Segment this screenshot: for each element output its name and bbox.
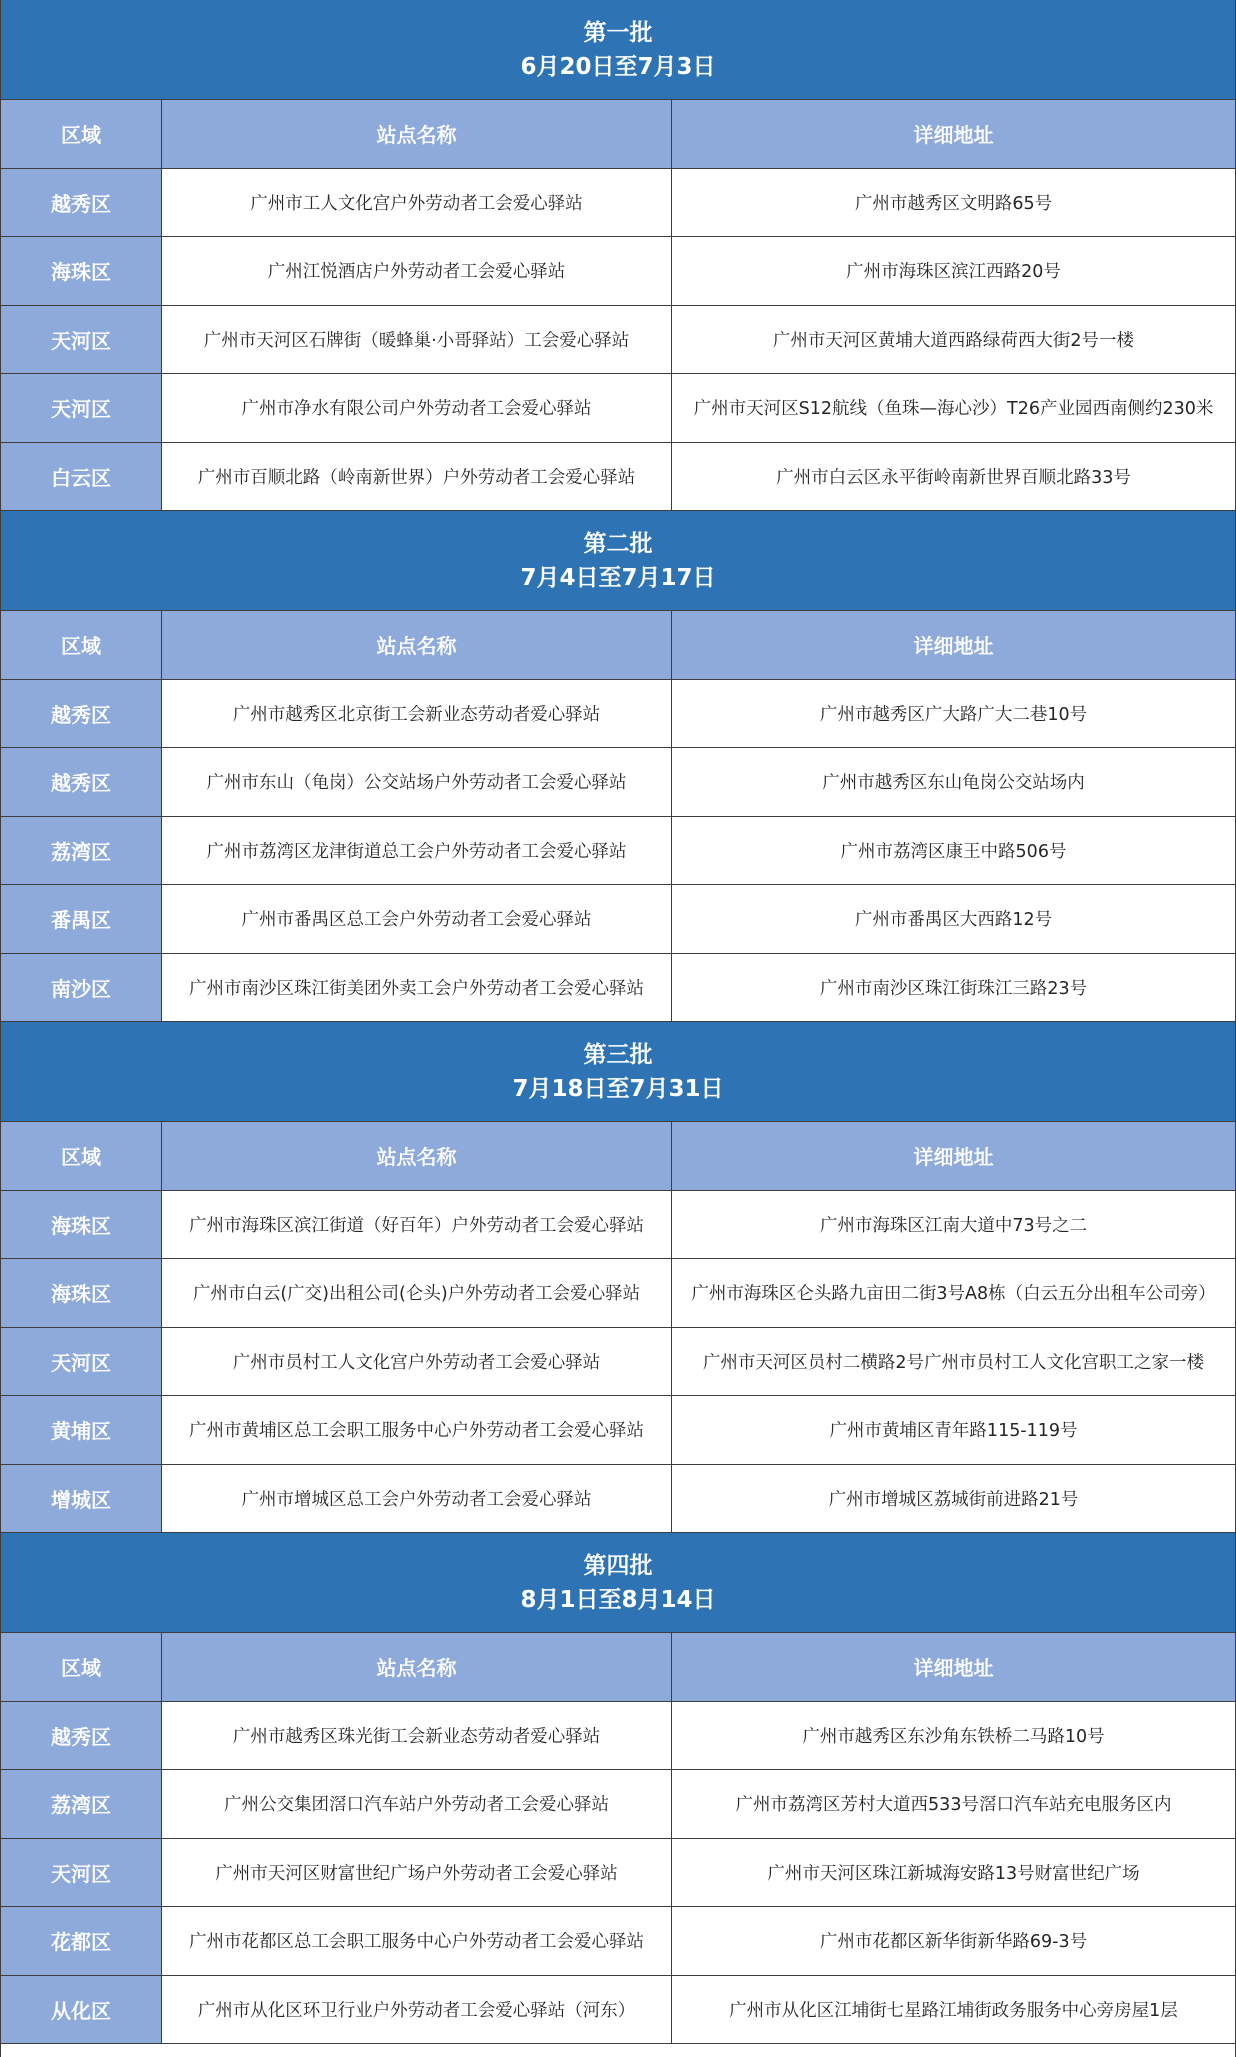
district-cell: 海珠区 [1,1191,162,1259]
station-name-cell: 广州市天河区石牌街（暖蜂巢·小哥驿站）工会爱心驿站 [162,306,672,374]
address-cell: 广州市越秀区东沙角东铁桥二马路10号 [672,1702,1235,1770]
district-cell: 越秀区 [1,1702,162,1770]
district-cell: 增城区 [1,1465,162,1533]
batch-header [1,1022,1235,1122]
batch-title: 第四批 [583,1552,653,1579]
station-name-cell: 广州市海珠区滨江街道（好百年）户外劳动者工会爱心驿站 [162,1191,672,1259]
batch-period: 7月4日至7月17日 [520,564,716,591]
address-cell: 广州市天河区珠江新城海安路13号财富世纪广场 [672,1839,1235,1907]
table-row [1,1465,1235,1534]
column-header-station: 站点名称 [162,1122,672,1190]
column-header-district: 区域 [1,1122,162,1190]
address-cell: 广州市增城区荔城街前进路21号 [672,1465,1235,1533]
column-header-row [1,611,1235,680]
column-header-address: 详细地址 [672,1633,1235,1701]
district-cell: 黄埔区 [1,1396,162,1464]
column-header-district: 区域 [1,1633,162,1701]
batch-period: 7月18日至7月31日 [512,1075,724,1102]
address-cell: 广州市天河区员村二横路2号广州市员村工人文化宫职工之家一楼 [672,1328,1235,1396]
address-cell: 广州市海珠区江南大道中73号之二 [672,1191,1235,1259]
column-header-station: 站点名称 [162,611,672,679]
table-row [1,237,1235,306]
address-cell: 广州市荔湾区康王中路506号 [672,817,1235,885]
address-cell: 广州市南沙区珠江街珠江三路23号 [672,954,1235,1022]
address-cell: 广州市黄埔区青年路115-119号 [672,1396,1235,1464]
batch-header [1,1533,1235,1633]
batch-2 [1,511,1235,1022]
batch-header [1,511,1235,611]
station-name-cell: 广州市白云(广交)出租公司(仑头)户外劳动者工会爱心驿站 [162,1259,672,1327]
column-header-station: 站点名称 [162,1633,672,1701]
table-row [1,1259,1235,1328]
station-name-cell: 广州市花都区总工会职工服务中心户外劳动者工会爱心驿站 [162,1907,672,1975]
station-name-cell: 广州市从化区环卫行业户外劳动者工会爱心驿站（河东） [162,1976,672,2044]
batch-period: 8月1日至8月14日 [520,1586,716,1613]
district-cell: 荔湾区 [1,817,162,885]
batch-title: 第三批 [583,1041,653,1068]
column-header-row [1,1633,1235,1702]
column-header-district: 区域 [1,611,162,679]
station-name-cell: 广州市越秀区珠光街工会新业态劳动者爱心驿站 [162,1702,672,1770]
address-cell: 广州市海珠区滨江西路20号 [672,237,1235,305]
table-row [1,374,1235,443]
table-row [1,169,1235,238]
district-cell: 从化区 [1,1976,162,2044]
address-cell: 广州市海珠区仑头路九亩田二街3号A8栋（白云五分出租车公司旁） [672,1259,1235,1327]
table-row [1,306,1235,375]
table-row [1,954,1235,1023]
table-row [1,1770,1235,1839]
station-name-cell: 广州市南沙区珠江街美团外卖工会户外劳动者工会爱心驿站 [162,954,672,1022]
address-cell: 广州市白云区永平街岭南新世界百顺北路33号 [672,443,1235,511]
table-row [1,1191,1235,1260]
district-cell: 南沙区 [1,954,162,1022]
address-cell: 广州市越秀区广大路广大二巷10号 [672,680,1235,748]
station-name-cell: 广州市工人文化宫户外劳动者工会爱心驿站 [162,169,672,237]
district-cell: 番禺区 [1,885,162,953]
table-row [1,1328,1235,1397]
address-cell: 广州市花都区新华街新华路69-3号 [672,1907,1235,1975]
table-row [1,1396,1235,1465]
district-cell: 天河区 [1,374,162,442]
address-cell: 广州市越秀区文明路65号 [672,169,1235,237]
district-cell: 海珠区 [1,237,162,305]
district-cell: 海珠区 [1,1259,162,1327]
district-cell: 白云区 [1,443,162,511]
table-row [1,1976,1235,2045]
address-cell: 广州市荔湾区芳村大道西533号滘口汽车站充电服务区内 [672,1770,1235,1838]
batch-4 [1,1533,1235,2044]
station-name-cell: 广州市黄埔区总工会职工服务中心户外劳动者工会爱心驿站 [162,1396,672,1464]
station-name-cell: 广州市百顺北路（岭南新世界）户外劳动者工会爱心驿站 [162,443,672,511]
address-cell: 广州市从化区江埔街七星路江埔街政务服务中心旁房屋1层 [672,1976,1235,2044]
address-cell: 广州市越秀区东山龟岗公交站场内 [672,748,1235,816]
table-row [1,1839,1235,1908]
station-name-cell: 广州市增城区总工会户外劳动者工会爱心驿站 [162,1465,672,1533]
table-row [1,443,1235,512]
column-header-district: 区域 [1,100,162,168]
address-cell: 广州市番禺区大西路12号 [672,885,1235,953]
table-row [1,1907,1235,1976]
column-header-station: 站点名称 [162,100,672,168]
table-row [1,748,1235,817]
column-header-address: 详细地址 [672,611,1235,679]
column-header-address: 详细地址 [672,1122,1235,1190]
column-header-row [1,1122,1235,1191]
station-name-cell: 广州市荔湾区龙津街道总工会户外劳动者工会爱心驿站 [162,817,672,885]
batch-1 [1,0,1235,511]
district-cell: 天河区 [1,1839,162,1907]
station-name-cell: 广州市净水有限公司户外劳动者工会爱心驿站 [162,374,672,442]
batch-header [1,0,1235,100]
station-name-cell: 广州公交集团滘口汽车站户外劳动者工会爱心驿站 [162,1770,672,1838]
district-cell: 越秀区 [1,169,162,237]
batch-3 [1,1022,1235,1533]
batch-title: 第二批 [583,530,653,557]
station-name-cell: 广州市越秀区北京街工会新业态劳动者爱心驿站 [162,680,672,748]
table-row [1,885,1235,954]
table-row [1,1702,1235,1771]
district-cell: 天河区 [1,1328,162,1396]
district-cell: 花都区 [1,1907,162,1975]
district-cell: 天河区 [1,306,162,374]
column-header-row [1,100,1235,169]
batch-period: 6月20日至7月3日 [520,53,716,80]
station-name-cell: 广州市天河区财富世纪广场户外劳动者工会爱心驿站 [162,1839,672,1907]
address-cell: 广州市天河区S12航线（鱼珠—海心沙）T26产业园西南侧约230米 [672,374,1235,442]
station-name-cell: 广州市番禺区总工会户外劳动者工会爱心驿站 [162,885,672,953]
district-cell: 越秀区 [1,680,162,748]
station-name-cell: 广州江悦酒店户外劳动者工会爱心驿站 [162,237,672,305]
district-cell: 越秀区 [1,748,162,816]
district-cell: 荔湾区 [1,1770,162,1838]
station-name-cell: 广州市员村工人文化宫户外劳动者工会爱心驿站 [162,1328,672,1396]
station-name-cell: 广州市东山（龟岗）公交站场户外劳动者工会爱心驿站 [162,748,672,816]
table-row [1,680,1235,749]
table-row [1,817,1235,886]
column-header-address: 详细地址 [672,100,1235,168]
batch-title: 第一批 [583,19,653,46]
address-cell: 广州市天河区黄埔大道西路绿荷西大街2号一楼 [672,306,1235,374]
